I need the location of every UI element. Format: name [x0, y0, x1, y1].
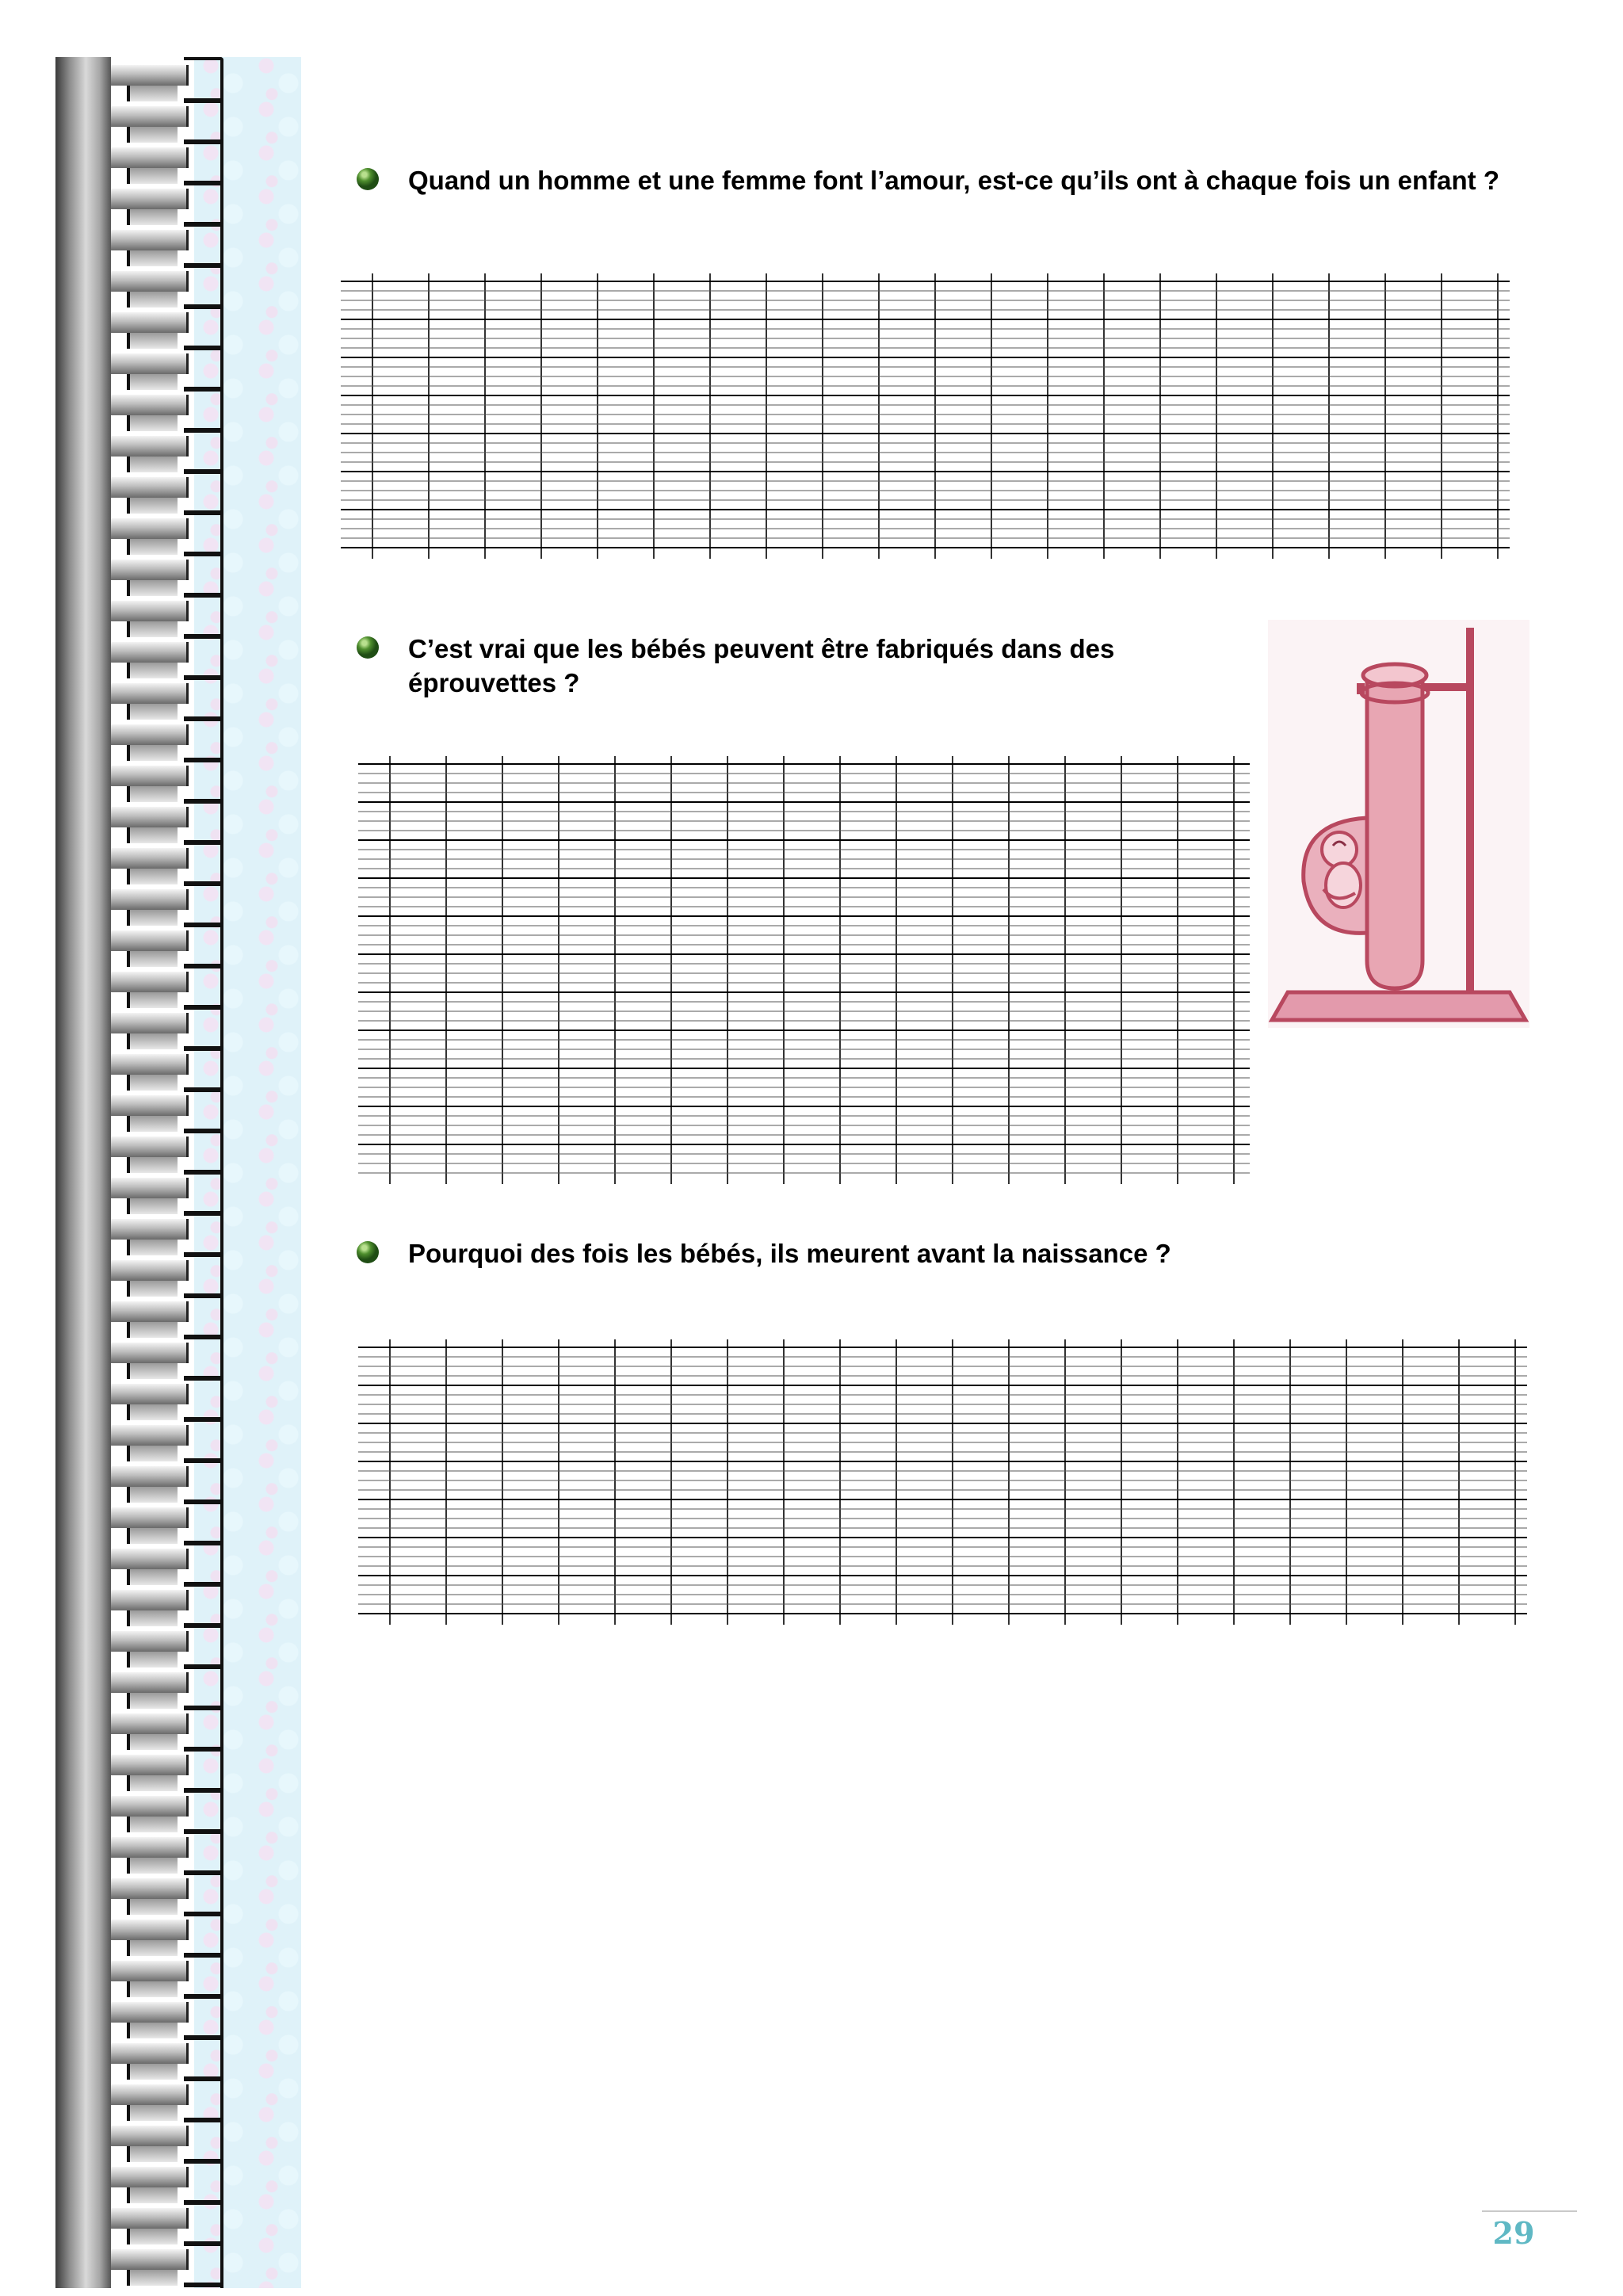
green-bullet-icon [357, 636, 379, 659]
answer-grid-3[interactable] [358, 1339, 1527, 1625]
question-2 [357, 632, 1228, 700]
question-2-text: C’est vrai que les bébés peuvent être fabriqués dans des éprouvettes ? [408, 634, 1115, 697]
handwriting-grid [341, 273, 1510, 559]
answer-grid-1[interactable] [341, 273, 1510, 559]
test-tube-baby-illustration [1268, 620, 1529, 1028]
green-bullet-icon [357, 168, 379, 190]
baby-in-test-tube-icon [1268, 620, 1529, 1028]
spiral-binding [55, 57, 301, 2288]
green-bullet-icon [357, 1241, 379, 1263]
footer-rule [1482, 2210, 1577, 2212]
binding-ring [111, 2241, 254, 2288]
question-1-text: Quand un homme et une femme font l’amour, est-ce qu’ils ont à chaque fois un enfant ? [408, 166, 1499, 195]
binding-spine [55, 57, 111, 2288]
question-3-text: Pourquoi des fois les bébés, ils meurent avant la naissance ? [408, 1239, 1171, 1268]
handwriting-grid [358, 1339, 1527, 1625]
binding-ring [111, 2283, 254, 2288]
binding-rings [111, 57, 258, 2288]
page-number: 29 [1492, 2215, 1535, 2251]
handwriting-grid [358, 756, 1250, 1184]
question-3 [357, 1236, 1545, 1270]
answer-grid-2[interactable] [358, 756, 1250, 1184]
question-1 [357, 163, 1545, 197]
